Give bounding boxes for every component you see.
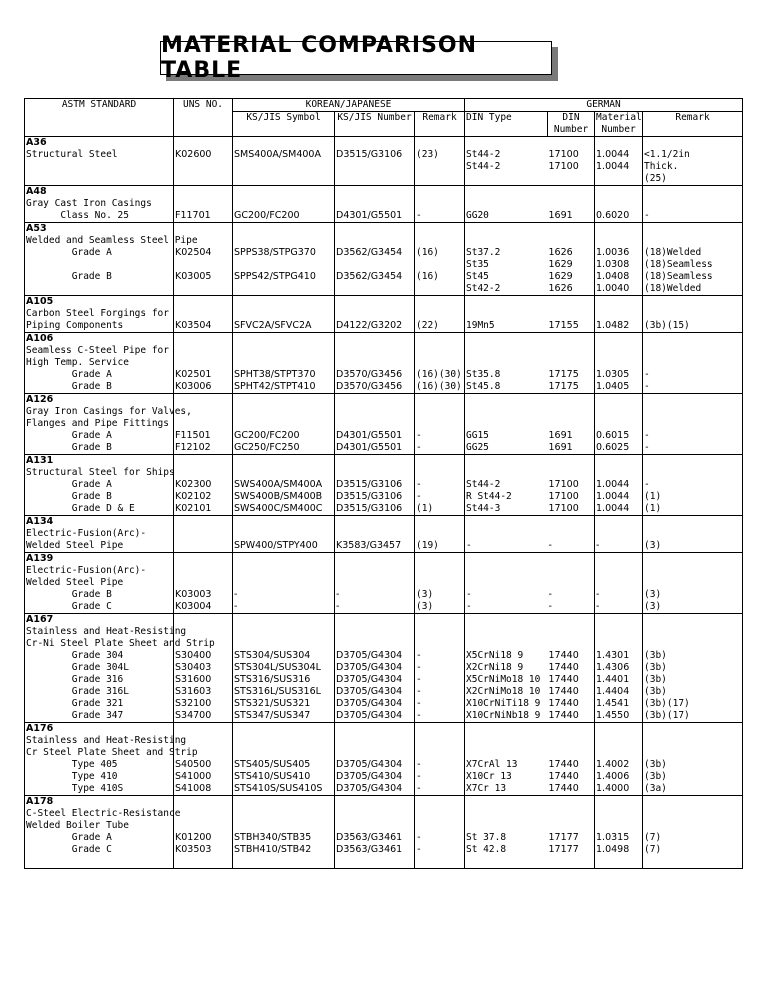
header-astm: ASTM STANDARD	[25, 99, 174, 137]
cell-rem2: - (1) (1)	[644, 479, 662, 514]
cell-dnum	[548, 614, 595, 627]
cell-ksn: D4122/G3202	[335, 308, 415, 333]
table-row	[25, 735, 743, 796]
cell-ks: STS304/SUS304 STS304L/SUS304L STS316/SUS316 STS316L/SUS316L STS321/SUS321 STS347/SUS347	[233, 626, 335, 723]
cell-dnum: 17175 17175	[548, 345, 595, 394]
cell-uns	[174, 796, 233, 809]
cell-dnum	[548, 223, 595, 236]
cell-rem2: (3) (3)	[644, 589, 662, 612]
cell-ksn: D3570/G3456 D3570/G3456	[335, 345, 415, 394]
cell-din: St44-2 R St44-2 St44-3	[466, 479, 512, 514]
table-row	[25, 345, 743, 394]
cell-dnum	[548, 394, 595, 407]
astm-code: A131	[25, 455, 174, 468]
cell-mnum	[595, 223, 643, 236]
cell-rem2	[643, 553, 743, 566]
cell-ksn	[335, 723, 415, 736]
cell-mnum	[595, 186, 643, 199]
astm-code: A106	[25, 333, 174, 346]
cell-astm: Gray Cast Iron Casings Class No. 25	[25, 198, 174, 223]
cell-rem: -	[415, 198, 465, 223]
astm-code: A139	[25, 553, 174, 566]
cell-dnum: - -	[548, 565, 595, 614]
cell-rem2: (3b) (3b) (3b) (3b) (3b)(17) (3b)(17)	[644, 650, 690, 721]
header-remark: Remark	[415, 112, 465, 137]
cell-rem: (23)	[415, 149, 465, 186]
cell-dnum: 17155	[548, 308, 595, 333]
cell-ksn	[335, 186, 415, 199]
cell-uns	[174, 614, 233, 627]
cell-ksn	[335, 455, 415, 468]
astm-code: A134	[25, 516, 174, 529]
cell-ksn	[335, 614, 415, 627]
cell-mnum: 1.0482	[595, 308, 643, 333]
cell-rem	[415, 186, 465, 199]
table-row	[25, 626, 743, 723]
cell-ksn: K3583/G3457	[335, 528, 415, 553]
cell-din	[465, 186, 548, 199]
cell-rem2	[643, 223, 743, 236]
cell-ks	[233, 223, 335, 236]
cell-ks: SPW400/STPY400	[233, 528, 335, 553]
cell-uns	[174, 394, 233, 407]
cell-ksn	[335, 137, 415, 150]
header-uns: UNS NO.	[174, 99, 233, 137]
cell-rem2	[643, 296, 743, 309]
cell-ks: - -	[233, 565, 335, 614]
cell-rem2	[643, 723, 743, 736]
cell-din: St35.8 St45.8	[466, 369, 501, 392]
cell-ksn	[335, 553, 415, 566]
cell-din: GG20	[466, 210, 489, 221]
cell-din: X5CrNi18 9 X2CrNi18 9 X5CrNiMo18 10 X2CrNiMo18 10 X10CrNiTi18 9 X10CrNiNb18 9	[466, 650, 541, 721]
cell-din	[465, 516, 548, 529]
section-header-row	[25, 296, 743, 309]
cell-uns	[174, 528, 233, 553]
cell-rem: - -	[415, 808, 465, 869]
cell-uns: S40500 S41000 S41008	[174, 735, 233, 796]
cell-din: St37.2 St35 St45 St42-2	[466, 247, 501, 294]
header-ks-number: KS/JIS Number	[335, 112, 415, 137]
cell-mnum: 1.4002 1.4006 1.4000	[595, 735, 643, 796]
cell-dnum	[548, 137, 595, 150]
cell-ksn	[335, 333, 415, 346]
section-header-row	[25, 723, 743, 736]
cell-mnum	[595, 394, 643, 407]
cell-ks	[233, 186, 335, 199]
cell-mnum: 1.0315 1.0498	[595, 808, 643, 869]
cell-ks	[233, 137, 335, 150]
material-comparison-table	[24, 98, 743, 869]
table-row	[25, 308, 743, 333]
cell-din	[465, 553, 548, 566]
cell-rem2: (18)Welded (18)Seamless (18)Seamless (18)Welded	[644, 247, 713, 294]
cell-mnum	[595, 455, 643, 468]
cell-rem2	[643, 516, 743, 529]
cell-din	[465, 796, 548, 809]
cell-astm: Electric-Fusion(Arc)- Welded Steel Pipe Grade B Grade C	[25, 565, 174, 614]
cell-rem2	[643, 333, 743, 346]
header-ks-symbol: KS/JIS Symbol	[233, 112, 335, 137]
cell-uns: K03003 K03004	[174, 565, 233, 614]
header-remark-german: Remark	[643, 112, 743, 137]
cell-din: X7CrAl 13 X10Cr 13 X7Cr 13	[466, 759, 518, 794]
cell-uns: K02501 K03006	[174, 345, 233, 394]
cell-mnum: 0.6020	[595, 198, 643, 223]
page-title: MATERIAL COMPARISON TABLE	[160, 41, 552, 75]
cell-dnum: 1691 1691	[548, 406, 595, 455]
cell-dnum: 17440 17440 17440	[548, 735, 595, 796]
cell-din: GG15 GG25	[466, 430, 489, 453]
section-header-row	[25, 614, 743, 627]
cell-ks	[233, 296, 335, 309]
cell-dnum	[548, 796, 595, 809]
cell-uns	[174, 333, 233, 346]
cell-uns	[174, 223, 233, 236]
cell-ksn: D3705/G4304 D3705/G4304 D3705/G4304	[335, 735, 415, 796]
cell-ks	[233, 333, 335, 346]
cell-astm: Structural Steel for Ships Grade A Grade B Grade D & E	[26, 467, 175, 514]
cell-din: St44-2 St44-2	[466, 149, 501, 172]
cell-dnum: -	[548, 528, 595, 553]
cell-din: 19Mn5	[466, 320, 495, 331]
cell-mnum: 0.6015 0.6025	[595, 406, 643, 455]
cell-rem: (16) (16)	[415, 235, 465, 296]
cell-mnum	[595, 553, 643, 566]
cell-uns	[174, 296, 233, 309]
cell-dnum	[548, 553, 595, 566]
cell-rem: (16)(30) (16)(30)	[415, 345, 465, 394]
section-header-row	[25, 186, 743, 199]
cell-uns	[174, 455, 233, 468]
cell-astm: Carbon Steel Forgings for Piping Components	[25, 308, 174, 333]
cell-dnum: 17100 17100 17100	[548, 467, 595, 516]
cell-ksn: D3515/G3106 D3515/G3106 D3515/G3106	[335, 467, 415, 516]
cell-ksn	[335, 223, 415, 236]
cell-ks: STBH340/STB35 STBH410/STB42	[233, 808, 335, 869]
cell-ksn: - -	[335, 565, 415, 614]
cell-rem	[415, 614, 465, 627]
cell-rem	[415, 796, 465, 809]
cell-astm: Seamless C-Steel Pipe for High Temp. Service Grade A Grade B	[25, 345, 174, 394]
cell-ksn: D3705/G4304 D3705/G4304 D3705/G4304 D3705/G4304 D3705/G4304 D3705/G4304	[335, 626, 415, 723]
table-row	[25, 198, 743, 223]
cell-ks: SPHT38/STPT370 SPHT42/STPT410	[233, 345, 335, 394]
cell-astm: Stainless and Heat-Resisting Cr Steel Plate Sheet and Strip Type 405 Type 410 Type 410S	[26, 735, 198, 794]
section-header-row	[25, 137, 743, 150]
cell-din	[465, 296, 548, 309]
section-header-row	[25, 455, 743, 468]
section-header-row	[25, 223, 743, 236]
cell-mnum	[595, 296, 643, 309]
cell-ks	[233, 516, 335, 529]
cell-ksn: D4301/G5501	[335, 198, 415, 223]
astm-code: A176	[25, 723, 174, 736]
cell-mnum	[595, 614, 643, 627]
cell-ksn: D3562/G3454 D3562/G3454	[335, 235, 415, 296]
cell-astm: Stainless and Heat-Resisting Cr-Ni Steel Plate Sheet and Strip Grade 304 Grade 304L Grade 316 Grade 316L Grade 321 Grade 347	[26, 626, 215, 721]
cell-ksn	[335, 296, 415, 309]
cell-din	[465, 333, 548, 346]
cell-rem: - - - - - -	[415, 626, 465, 723]
cell-dnum: 17440 17440 17440 17440 17440 17440	[548, 626, 595, 723]
cell-rem: - - (1)	[415, 467, 465, 516]
cell-ksn: D3563/G3461 D3563/G3461	[335, 808, 415, 869]
cell-rem	[415, 137, 465, 150]
cell-ksn: D4301/G5501 D4301/G5501	[335, 406, 415, 455]
cell-rem: - -	[415, 406, 465, 455]
cell-astm: C-Steel Electric-Resistance Welded Boiler Tube Grade A Grade C	[25, 808, 174, 869]
section-header-row	[25, 394, 743, 407]
cell-rem2: (3)	[644, 540, 662, 551]
cell-mnum: 1.4301 1.4306 1.4401 1.4404 1.4541 1.4550	[595, 626, 643, 723]
cell-rem	[415, 455, 465, 468]
cell-rem: (22)	[415, 308, 465, 333]
cell-ksn	[335, 516, 415, 529]
cell-mnum: - -	[595, 565, 643, 614]
table-row	[25, 528, 743, 553]
cell-uns: S30400 S30403 S31600 S31603 S32100 S34700	[174, 626, 233, 723]
cell-uns: K02504 K03005	[174, 235, 233, 296]
cell-dnum	[548, 186, 595, 199]
cell-rem2: (3b) (3b) (3a)	[644, 759, 667, 794]
cell-ks	[233, 455, 335, 468]
cell-rem	[415, 516, 465, 529]
cell-uns: F11701	[174, 198, 233, 223]
table-row	[25, 808, 743, 869]
cell-astm: Gray Iron Casings for Valves, Flanges and Pipe Fittings Grade A Grade B	[26, 406, 192, 453]
astm-code: A36	[25, 137, 174, 150]
cell-astm: Electric-Fusion(Arc)- Welded Steel Pipe	[25, 528, 174, 553]
section-header-row	[25, 796, 743, 809]
cell-dnum: 1626 1629 1629 1626	[548, 235, 595, 296]
cell-ks	[233, 723, 335, 736]
cell-rem2: <1.1/2in Thick. (25)	[644, 149, 690, 184]
cell-rem	[415, 333, 465, 346]
header-german: GERMAN	[465, 99, 743, 112]
cell-uns: K02600	[174, 149, 233, 186]
cell-mnum: 1.0036 1.0308 1.0408 1.0040	[595, 235, 643, 296]
section-header-row	[25, 553, 743, 566]
cell-dnum	[548, 455, 595, 468]
cell-din	[465, 614, 548, 627]
header-din-number: DIN Number	[548, 112, 595, 137]
cell-mnum: 1.0044 1.0044	[595, 149, 643, 186]
cell-din	[465, 137, 548, 150]
cell-rem2: (7) (7)	[644, 832, 662, 855]
table-row	[25, 406, 743, 455]
cell-ks: SWS400A/SM400A SWS400B/SM400B SWS400C/SM400C	[233, 467, 335, 516]
cell-astm: Welded and Seamless Steel Pipe Grade A Grade B	[25, 235, 174, 296]
cell-rem: - - -	[415, 735, 465, 796]
cell-ksn	[335, 796, 415, 809]
section-header-row	[25, 333, 743, 346]
astm-code: A167	[25, 614, 174, 627]
table-row	[25, 149, 743, 186]
cell-rem2	[643, 796, 743, 809]
table-row	[25, 467, 743, 516]
cell-ks	[233, 796, 335, 809]
cell-mnum	[595, 723, 643, 736]
cell-dnum: 17100 17100	[548, 149, 595, 186]
cell-rem2	[643, 137, 743, 150]
cell-din: St 37.8 St 42.8	[466, 832, 507, 855]
cell-din	[465, 223, 548, 236]
cell-uns	[174, 516, 233, 529]
cell-ks: SMS400A/SM400A	[233, 149, 335, 186]
cell-din: - -	[466, 589, 472, 612]
cell-uns: K03504	[174, 308, 233, 333]
cell-mnum	[595, 516, 643, 529]
cell-rem	[415, 553, 465, 566]
cell-mnum: 1.0305 1.0405	[595, 345, 643, 394]
table-row	[25, 235, 743, 296]
cell-mnum	[595, 796, 643, 809]
cell-astm: Structural Steel	[25, 149, 174, 186]
cell-din	[465, 723, 548, 736]
cell-mnum	[595, 137, 643, 150]
cell-uns	[174, 186, 233, 199]
cell-uns	[174, 137, 233, 150]
cell-dnum	[548, 333, 595, 346]
cell-rem	[415, 223, 465, 236]
cell-ks: STS405/SUS405 STS410/SUS410 STS410S/SUS410S	[233, 735, 335, 796]
cell-ks: SFVC2A/SFVC2A	[233, 308, 335, 333]
cell-dnum	[548, 296, 595, 309]
section-header-row	[25, 516, 743, 529]
cell-uns	[174, 723, 233, 736]
cell-ksn: D3515/G3106	[335, 149, 415, 186]
header-korean-japanese: KOREAN/JAPANESE	[233, 99, 465, 112]
cell-uns	[174, 553, 233, 566]
cell-uns: F11501 F12102	[174, 406, 233, 455]
cell-rem	[415, 394, 465, 407]
cell-rem2: -	[644, 210, 650, 221]
cell-din	[465, 394, 548, 407]
cell-uns: K02300 K02102 K02101	[174, 467, 233, 516]
cell-ks	[233, 614, 335, 627]
astm-code: A48	[25, 186, 174, 199]
cell-rem	[415, 296, 465, 309]
header-din-type: DIN Type	[465, 112, 548, 137]
cell-rem2	[643, 394, 743, 407]
cell-rem: (19)	[415, 528, 465, 553]
astm-code: A178	[25, 796, 174, 809]
cell-ks	[233, 394, 335, 407]
cell-ks: GC200/FC200	[233, 198, 335, 223]
cell-ks: GC200/FC200 GC250/FC250	[233, 406, 335, 455]
cell-ks	[233, 553, 335, 566]
cell-dnum	[548, 516, 595, 529]
cell-ks: SPPS38/STPG370 SPPS42/STPG410	[233, 235, 335, 296]
cell-din	[465, 455, 548, 468]
cell-mnum: -	[595, 528, 643, 553]
cell-mnum	[595, 333, 643, 346]
cell-rem: (3) (3)	[415, 565, 465, 614]
astm-code: A53	[25, 223, 174, 236]
astm-code: A126	[25, 394, 174, 407]
header-material-number: Material Number	[596, 112, 642, 135]
cell-rem2	[643, 186, 743, 199]
astm-code: A105	[25, 296, 174, 309]
table-row	[25, 565, 743, 614]
cell-din: -	[466, 540, 472, 551]
cell-dnum: 17177 17177	[548, 808, 595, 869]
cell-rem2: - -	[644, 430, 650, 453]
cell-ksn	[335, 394, 415, 407]
cell-rem	[415, 723, 465, 736]
cell-dnum: 1691	[548, 198, 595, 223]
cell-mnum: 1.0044 1.0044 1.0044	[595, 467, 643, 516]
cell-uns: K01200 K03503	[174, 808, 233, 869]
cell-rem2	[643, 614, 743, 627]
cell-rem2	[643, 455, 743, 468]
cell-dnum	[548, 723, 595, 736]
cell-rem2: (3b)(15)	[644, 320, 690, 331]
cell-rem2: - -	[644, 369, 650, 392]
